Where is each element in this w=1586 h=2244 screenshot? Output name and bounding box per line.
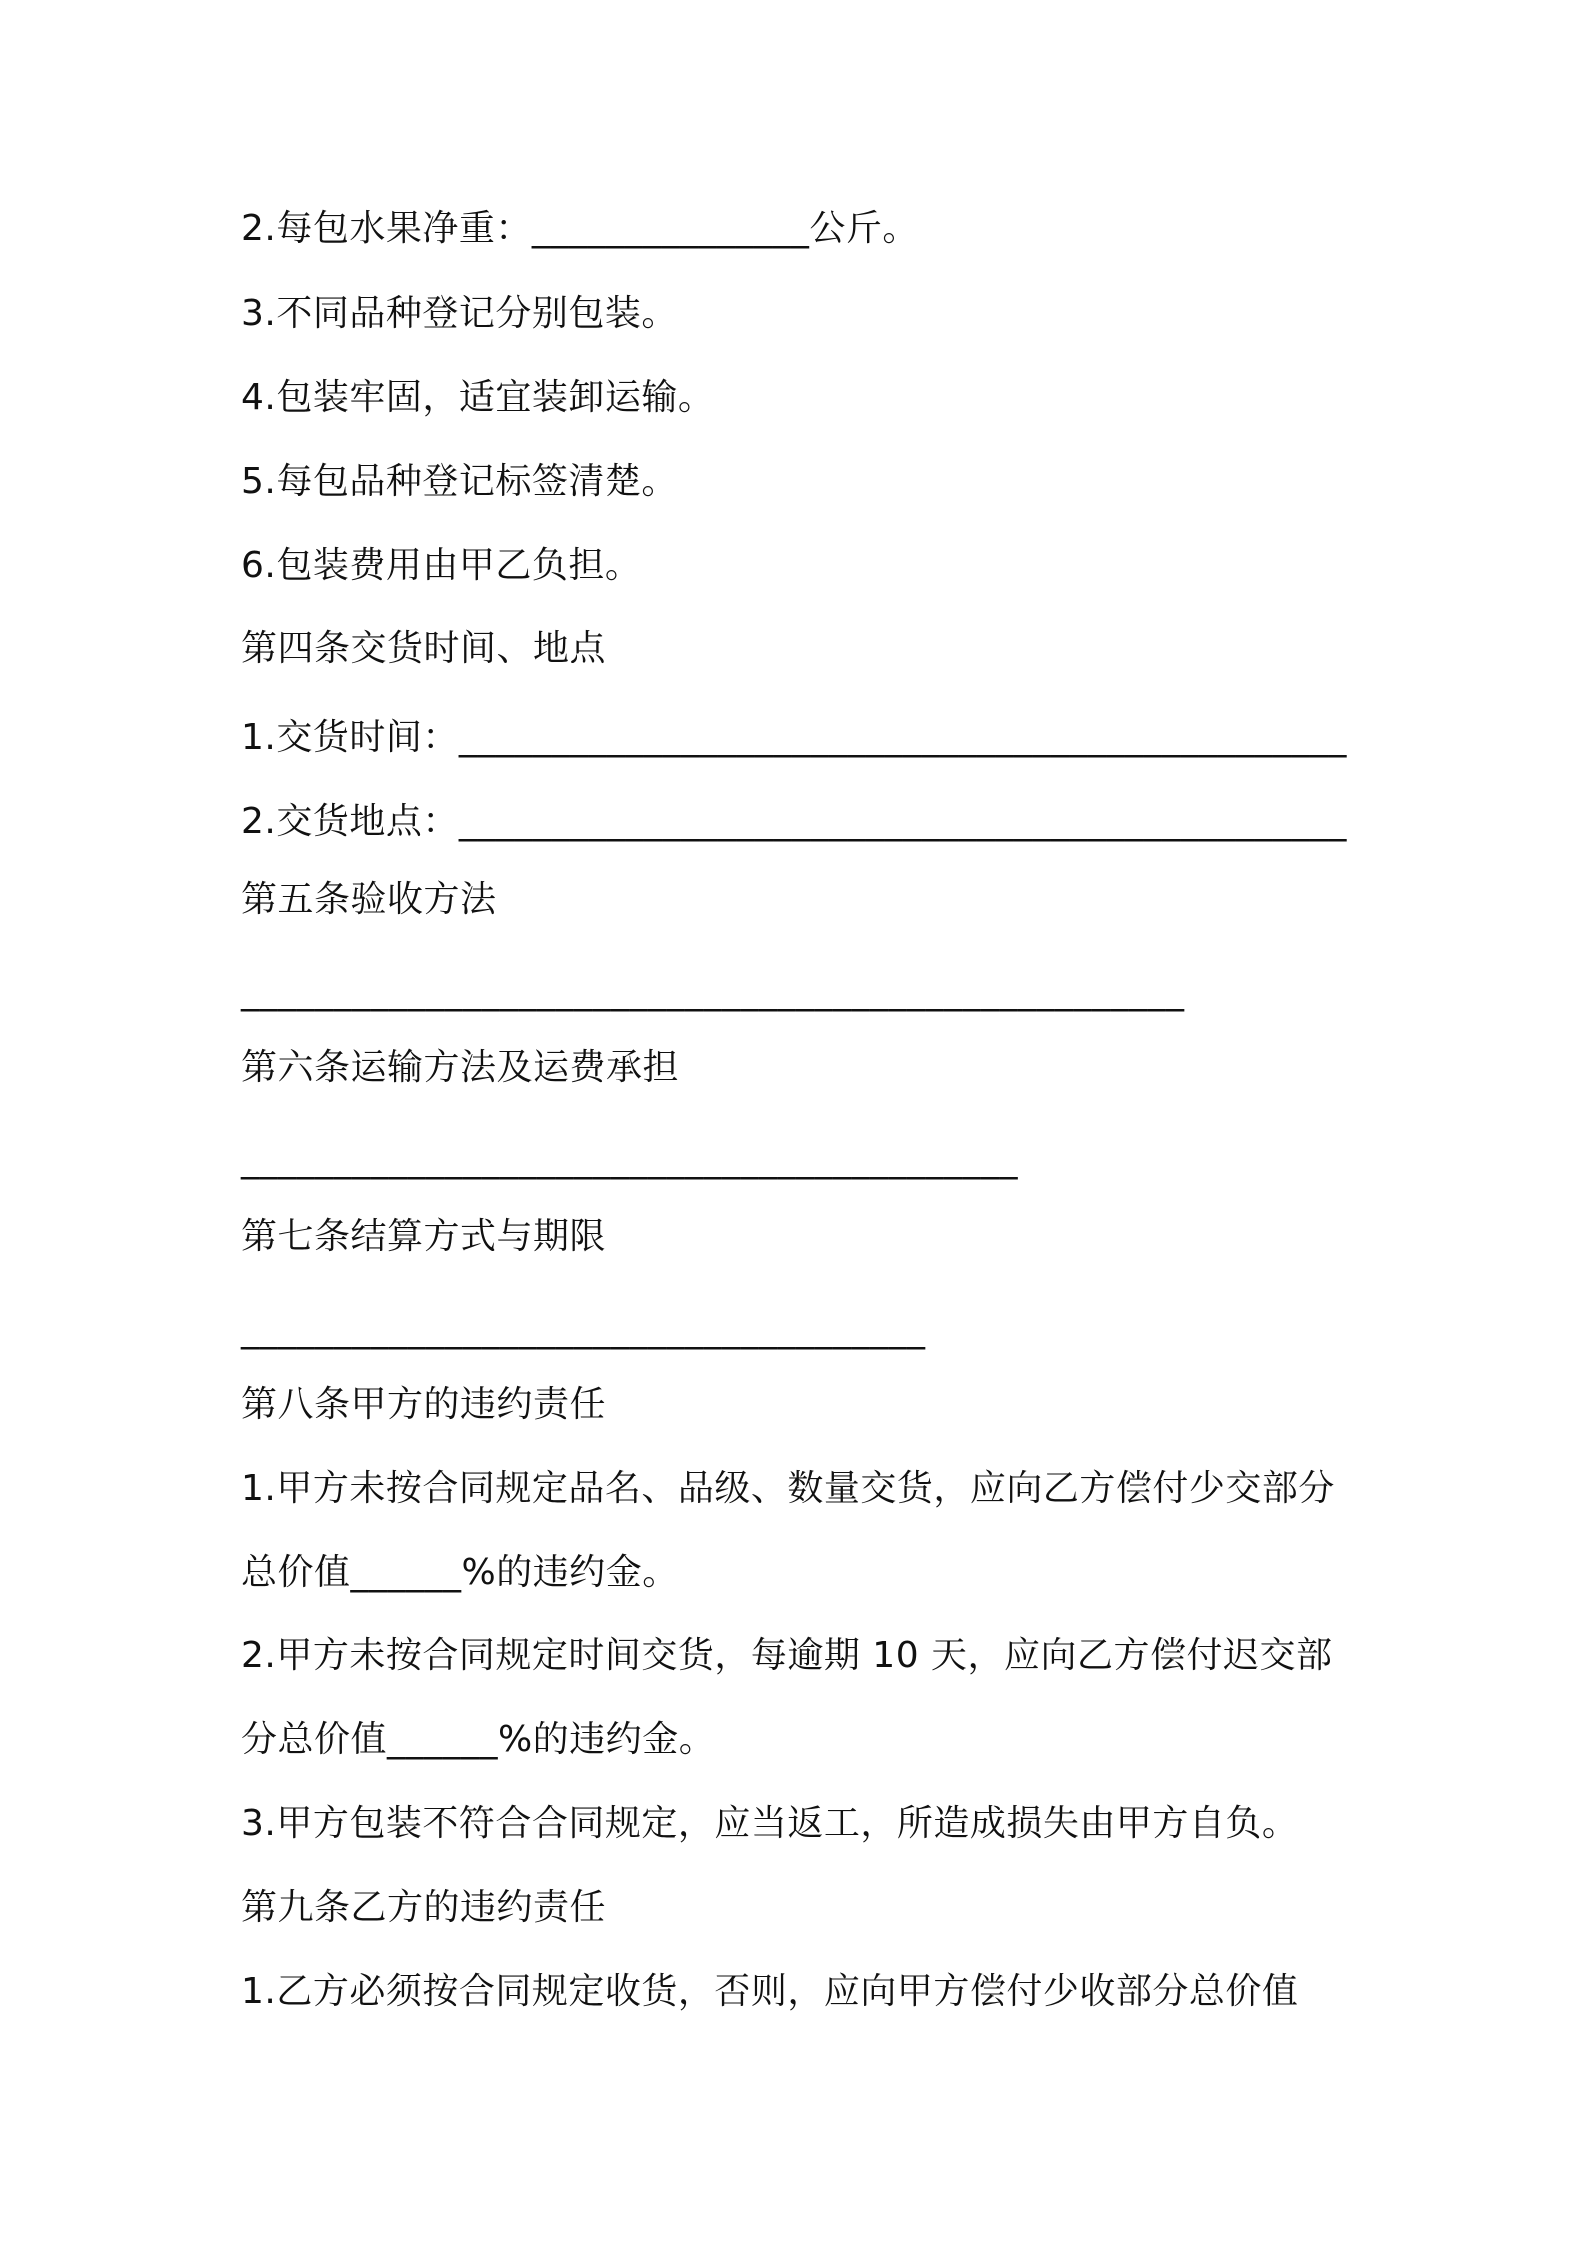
clause-9-item-1: 1.乙方必须按合同规定收货，否则，应向甲方偿付少收部分总价值 <box>241 1971 1299 2012</box>
clause-9-heading: 第九条乙方的违约责任 <box>241 1887 607 1928</box>
clause-3-item-2: 2.每包水果净重：_______________公斤。 <box>241 208 919 249</box>
clause-8-heading: 第八条甲方的违约责任 <box>241 1384 607 1425</box>
clause-3-item-3: 3.不同品种登记分别包装。 <box>241 293 678 334</box>
clause-4-heading: 第四条交货时间、地点 <box>241 628 607 669</box>
clause-6-blank: __________________________________________ <box>241 1139 1018 1180</box>
clause-7-heading: 第七条结算方式与期限 <box>241 1216 607 1257</box>
clause-8-item-2-line-2: 分总价值______%的违约金。 <box>241 1719 716 1760</box>
clause-8-item-2-line-1: 2.甲方未按合同规定时间交货，每逾期 10 天，应向乙方偿付迟交部 <box>241 1635 1333 1676</box>
clause-5-blank: ___________________________________________________ <box>241 971 1185 1012</box>
clause-4-item-1: 1.交货时间：________________________________________________ <box>241 717 1347 758</box>
clause-5-heading: 第五条验收方法 <box>241 879 497 920</box>
clause-8-item-3: 3.甲方包装不符合合同规定，应当返工，所造成损失由甲方自负。 <box>241 1803 1299 1844</box>
clause-8-item-1-line-2: 总价值______%的违约金。 <box>241 1552 679 1593</box>
clause-3-item-4: 4.包装牢固，适宜装卸运输。 <box>241 377 715 418</box>
clause-7-blank: _____________________________________ <box>241 1309 926 1350</box>
clause-3-item-6: 6.包装费用由甲乙负担。 <box>241 545 642 586</box>
clause-3-item-5: 5.每包品种登记标签清楚。 <box>241 461 678 502</box>
clause-8-item-1-line-1: 1.甲方未按合同规定品名、品级、数量交货，应向乙方偿付少交部分 <box>241 1468 1335 1509</box>
clause-4-item-2: 2.交货地点：________________________________________________ <box>241 801 1347 842</box>
clause-6-heading: 第六条运输方法及运费承担 <box>241 1047 680 1088</box>
